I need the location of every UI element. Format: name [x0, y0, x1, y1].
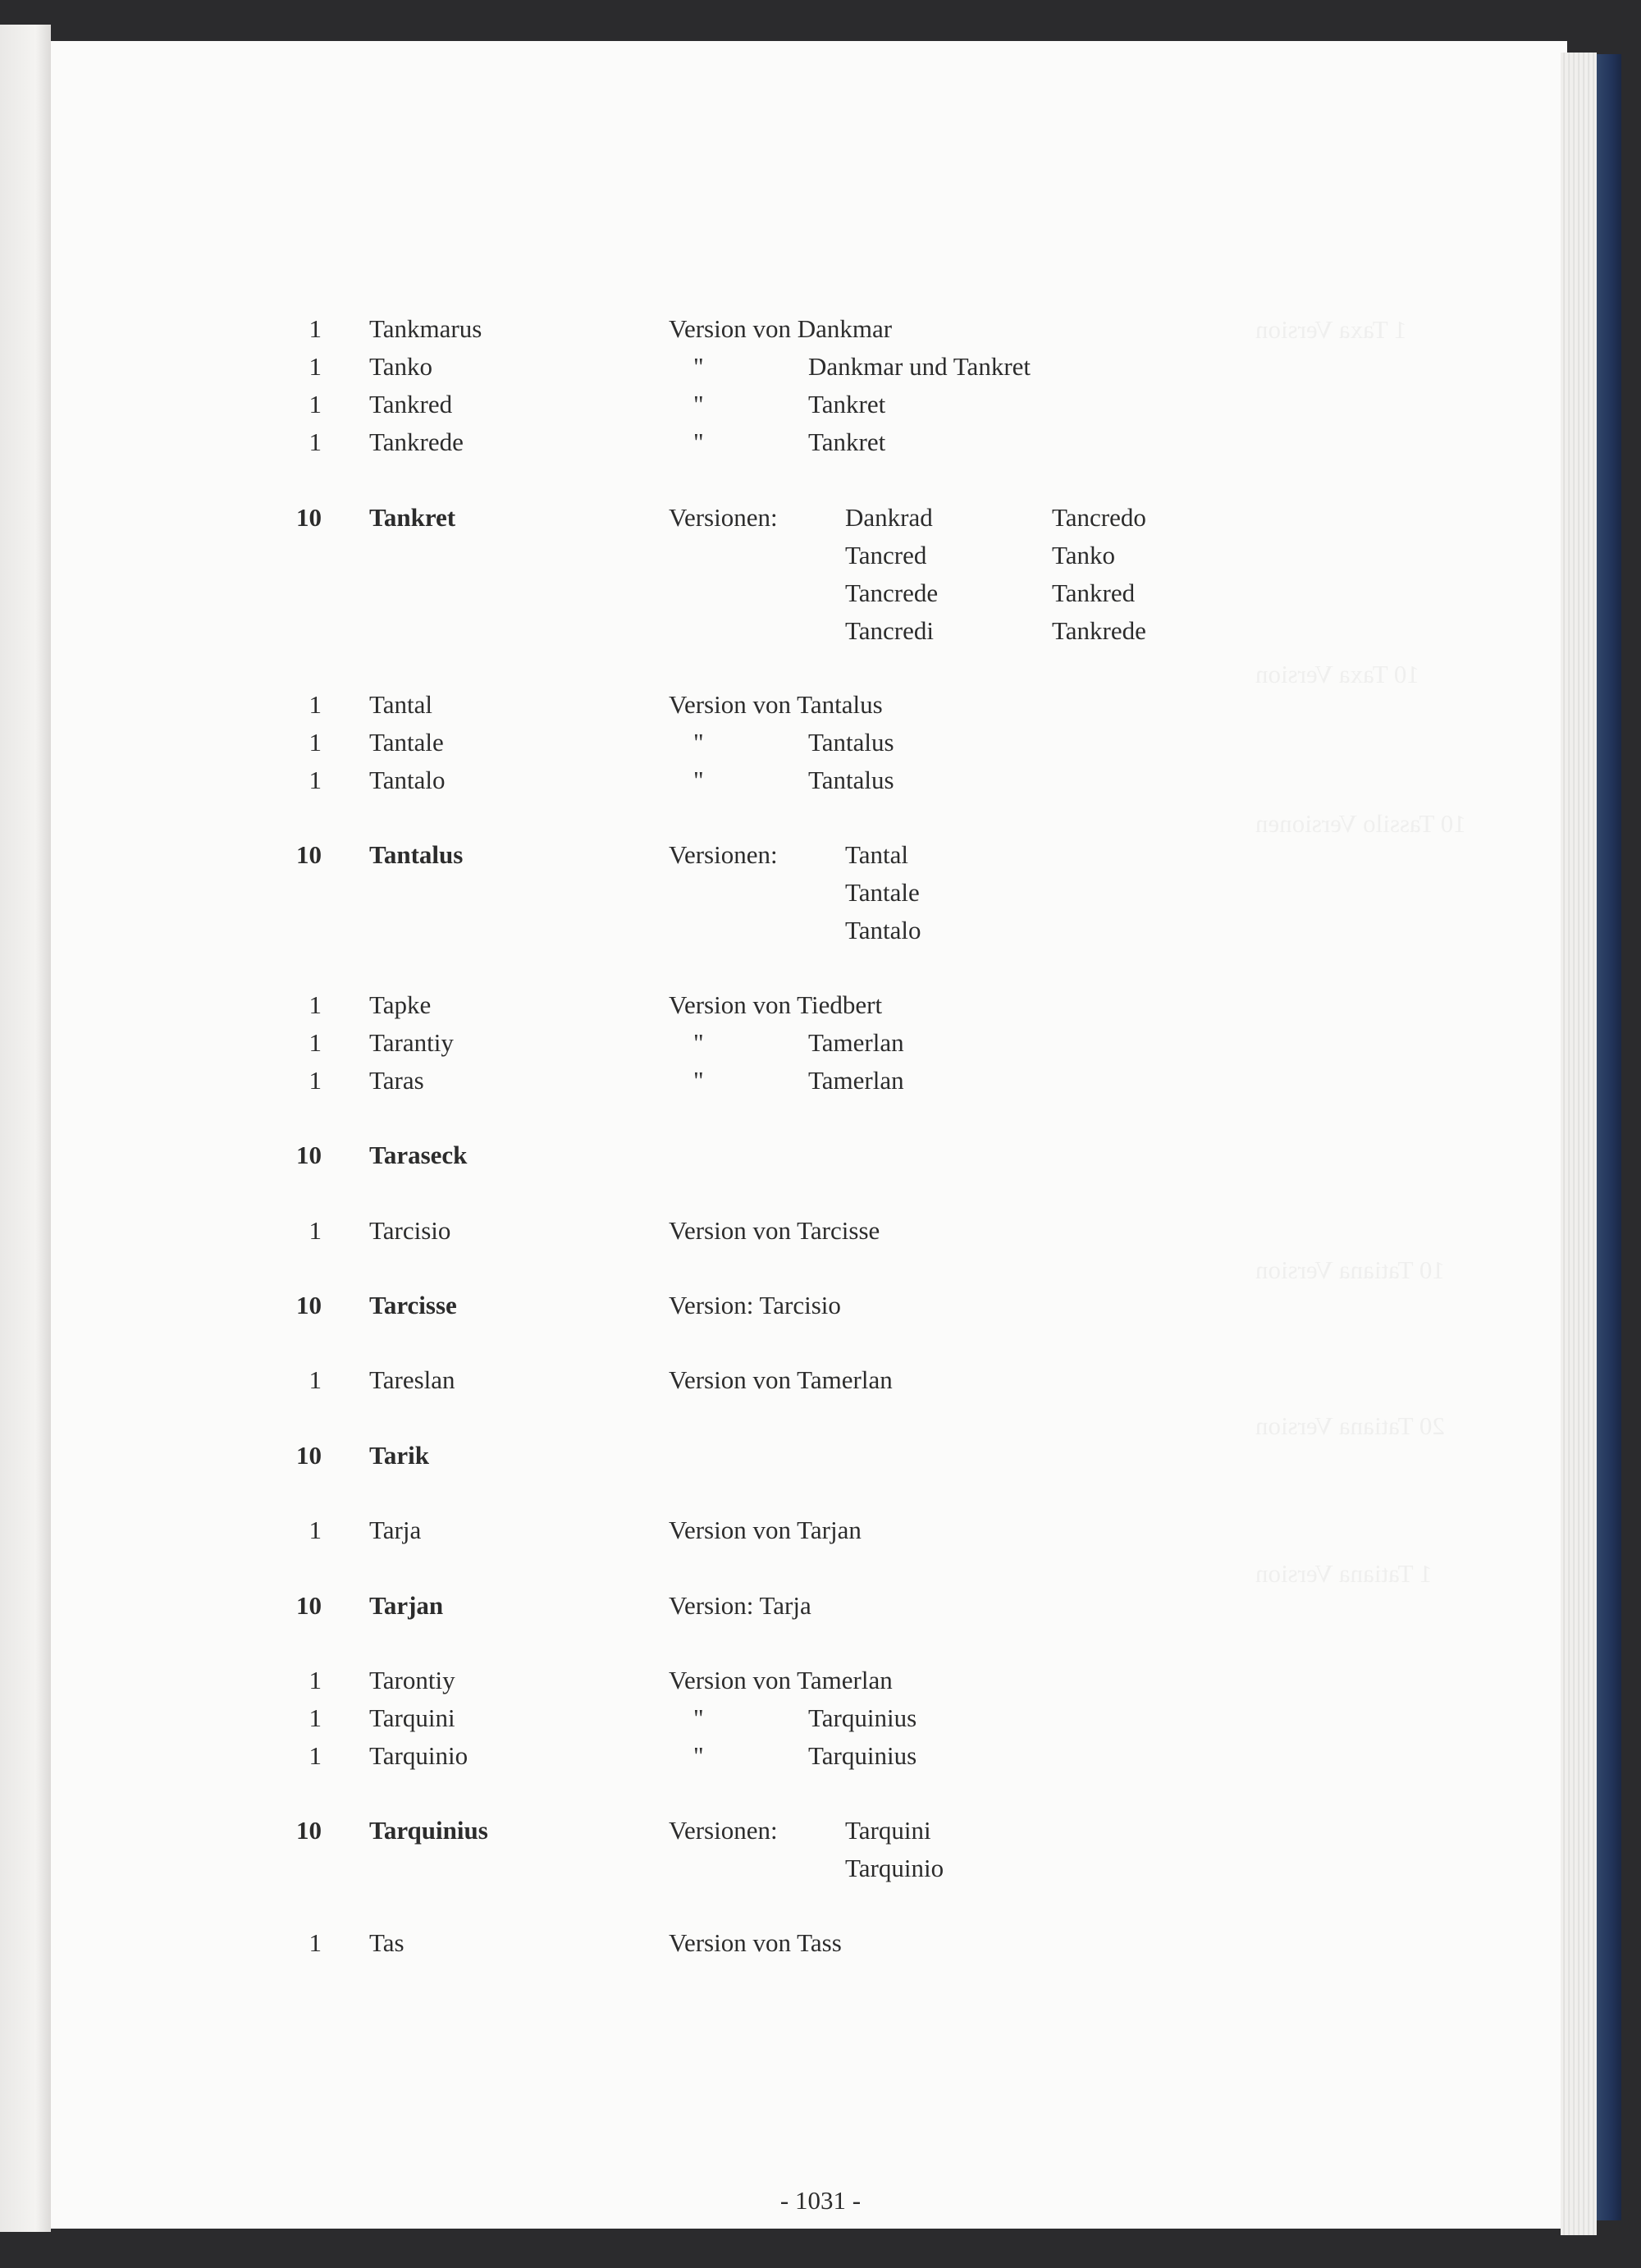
entry-row: [0, 348, 1477, 386]
entry-number: 1: [309, 1365, 322, 1394]
entry-number: 1: [309, 1703, 322, 1732]
version-name: Tancredo: [1052, 503, 1146, 532]
entry-number: 1: [309, 728, 322, 757]
ditto-mark: ": [693, 728, 704, 757]
entry-description: Versionen:: [669, 1816, 778, 1845]
ditto-mark: ": [693, 1741, 704, 1770]
entry-name: Tarik: [369, 1441, 429, 1470]
entry-reference: Tantalus: [808, 766, 894, 794]
entry-reference: Dankmar und Tankret: [808, 352, 1031, 381]
entry-name: Tarcisio: [369, 1216, 451, 1245]
entry-number: 10: [296, 1591, 322, 1620]
ditto-mark: ": [693, 352, 704, 381]
entry-row: [0, 761, 1477, 799]
entry-row: [0, 1062, 1477, 1100]
ditto-mark: ": [693, 1703, 704, 1732]
entry-description: Version: Tarcisio: [669, 1291, 841, 1319]
entry-description: Version von Tarcisse: [669, 1216, 880, 1245]
entry-continuation: [0, 537, 1477, 574]
entry-number: 1: [309, 314, 322, 343]
version-name: Tarquini: [845, 1816, 931, 1845]
entry-row: [0, 1361, 1477, 1399]
entry-number: 1: [309, 1028, 322, 1057]
entry-row: [0, 724, 1477, 761]
entry-name: Tantalus: [369, 840, 464, 869]
entry-name: Tankmarus: [369, 314, 482, 343]
entry-description: Version von Tamerlan: [669, 1365, 893, 1394]
entry-name: Tantale: [369, 728, 444, 757]
version-name: Tankred: [1052, 578, 1136, 607]
version-name: Tancred: [845, 541, 927, 569]
entry-description: Version: Tarja: [669, 1591, 811, 1620]
entry-number: 1: [309, 428, 322, 456]
entry-name: Tarquinio: [369, 1741, 469, 1770]
entry-reference: Tamerlan: [808, 1028, 904, 1057]
entry-number: 10: [296, 840, 322, 869]
ditto-mark: ": [693, 1028, 704, 1057]
entry-description: Version von Tass: [669, 1928, 842, 1957]
entry-name: Tankred: [369, 390, 453, 418]
version-name: Tantalo: [845, 916, 921, 944]
entry-number: 1: [309, 390, 322, 418]
entry-reference: Tarquinius: [808, 1741, 917, 1770]
entry-number: 1: [309, 352, 322, 381]
entry-description: Version von Tiedbert: [669, 990, 883, 1019]
entry-continuation: [0, 874, 1477, 912]
entry-name: Tankrede: [369, 428, 464, 456]
entry-number: 1: [309, 1666, 322, 1694]
entry-description: Version von Tamerlan: [669, 1666, 893, 1694]
entry-reference: Tankret: [808, 390, 886, 418]
version-name: Tancrede: [845, 578, 939, 607]
entry-number: 1: [309, 1928, 322, 1957]
entry-row: [0, 1136, 1477, 1174]
entry-number: 1: [309, 1216, 322, 1245]
entry-name: Tareslan: [369, 1365, 455, 1394]
entry-number: 1: [309, 1066, 322, 1095]
entry-name: Tarja: [369, 1516, 422, 1544]
entry-continuation: [0, 1850, 1477, 1887]
version-name: Dankrad: [845, 503, 933, 532]
entry-name: Tapke: [369, 990, 432, 1019]
entry-row: [0, 1737, 1477, 1775]
entry-name: Tanko: [369, 352, 433, 381]
entry-name: Tarquini: [369, 1703, 455, 1732]
version-name: Tarquinio: [845, 1854, 944, 1882]
entry-name: Tarontiy: [369, 1666, 455, 1694]
entry-number: 10: [296, 1141, 322, 1169]
entry-name: Tantalo: [369, 766, 446, 794]
page-number: - 1031 -: [779, 2186, 862, 2215]
entry-name: Tarquinius: [369, 1816, 488, 1845]
entry-row: [0, 686, 1477, 724]
entry-continuation: [0, 574, 1477, 612]
version-name: Tanko: [1052, 541, 1116, 569]
page-stack-edge: [1561, 53, 1597, 2235]
entry-row: [0, 1287, 1477, 1324]
ditto-mark: ": [693, 766, 704, 794]
entry-number: 1: [309, 1516, 322, 1544]
entry-row: [0, 1924, 1477, 1962]
entry-number: 1: [309, 690, 322, 719]
entry-row: [0, 1812, 1477, 1850]
entry-row: [0, 1662, 1477, 1699]
ditto-mark: ": [693, 390, 704, 418]
entry-description: Version von Tantalus: [669, 690, 883, 719]
entry-row: [0, 1511, 1477, 1549]
entry-number: 1: [309, 766, 322, 794]
entry-reference: Tantalus: [808, 728, 894, 757]
entry-continuation: [0, 612, 1477, 650]
version-name: Tantal: [845, 840, 909, 869]
entry-row: [0, 499, 1477, 537]
entry-name: Tantal: [369, 690, 433, 719]
entry-row: [0, 386, 1477, 423]
entry-number: 1: [309, 990, 322, 1019]
entry-row: [0, 310, 1477, 348]
book-cover-edge: [1597, 54, 1621, 2220]
entry-name: Tarcisse: [369, 1291, 457, 1319]
entry-name: Taras: [369, 1066, 424, 1095]
ditto-mark: ": [693, 1066, 704, 1095]
version-name: Tancredi: [845, 616, 934, 645]
ditto-mark: ": [693, 428, 704, 456]
entry-row: [0, 986, 1477, 1024]
entry-row: [0, 1437, 1477, 1475]
entry-name: Tas: [369, 1928, 405, 1957]
entry-description: Version von Dankmar: [669, 314, 893, 343]
entry-name: Tarantiy: [369, 1028, 454, 1057]
entry-continuation: [0, 912, 1477, 949]
entry-reference: Tamerlan: [808, 1066, 904, 1095]
entry-description: Versionen:: [669, 840, 778, 869]
entry-row: [0, 1024, 1477, 1062]
entry-number: 1: [309, 1741, 322, 1770]
entry-number: 10: [296, 503, 322, 532]
entry-reference: Tankret: [808, 428, 886, 456]
entry-name: Tarjan: [369, 1591, 444, 1620]
entry-description: Versionen:: [669, 503, 778, 532]
entry-row: [0, 1587, 1477, 1625]
entry-row: [0, 423, 1477, 461]
entry-row: [0, 1699, 1477, 1737]
entry-number: 10: [296, 1291, 322, 1319]
entry-name: Taraseck: [369, 1141, 468, 1169]
entry-name: Tankret: [369, 503, 456, 532]
entry-row: [0, 836, 1477, 874]
entry-description: Version von Tarjan: [669, 1516, 862, 1544]
entry-reference: Tarquinius: [808, 1703, 917, 1732]
entry-row: [0, 1212, 1477, 1250]
version-name: Tankrede: [1052, 616, 1146, 645]
entry-number: 10: [296, 1441, 322, 1470]
entry-number: 10: [296, 1816, 322, 1845]
version-name: Tantale: [845, 878, 920, 907]
